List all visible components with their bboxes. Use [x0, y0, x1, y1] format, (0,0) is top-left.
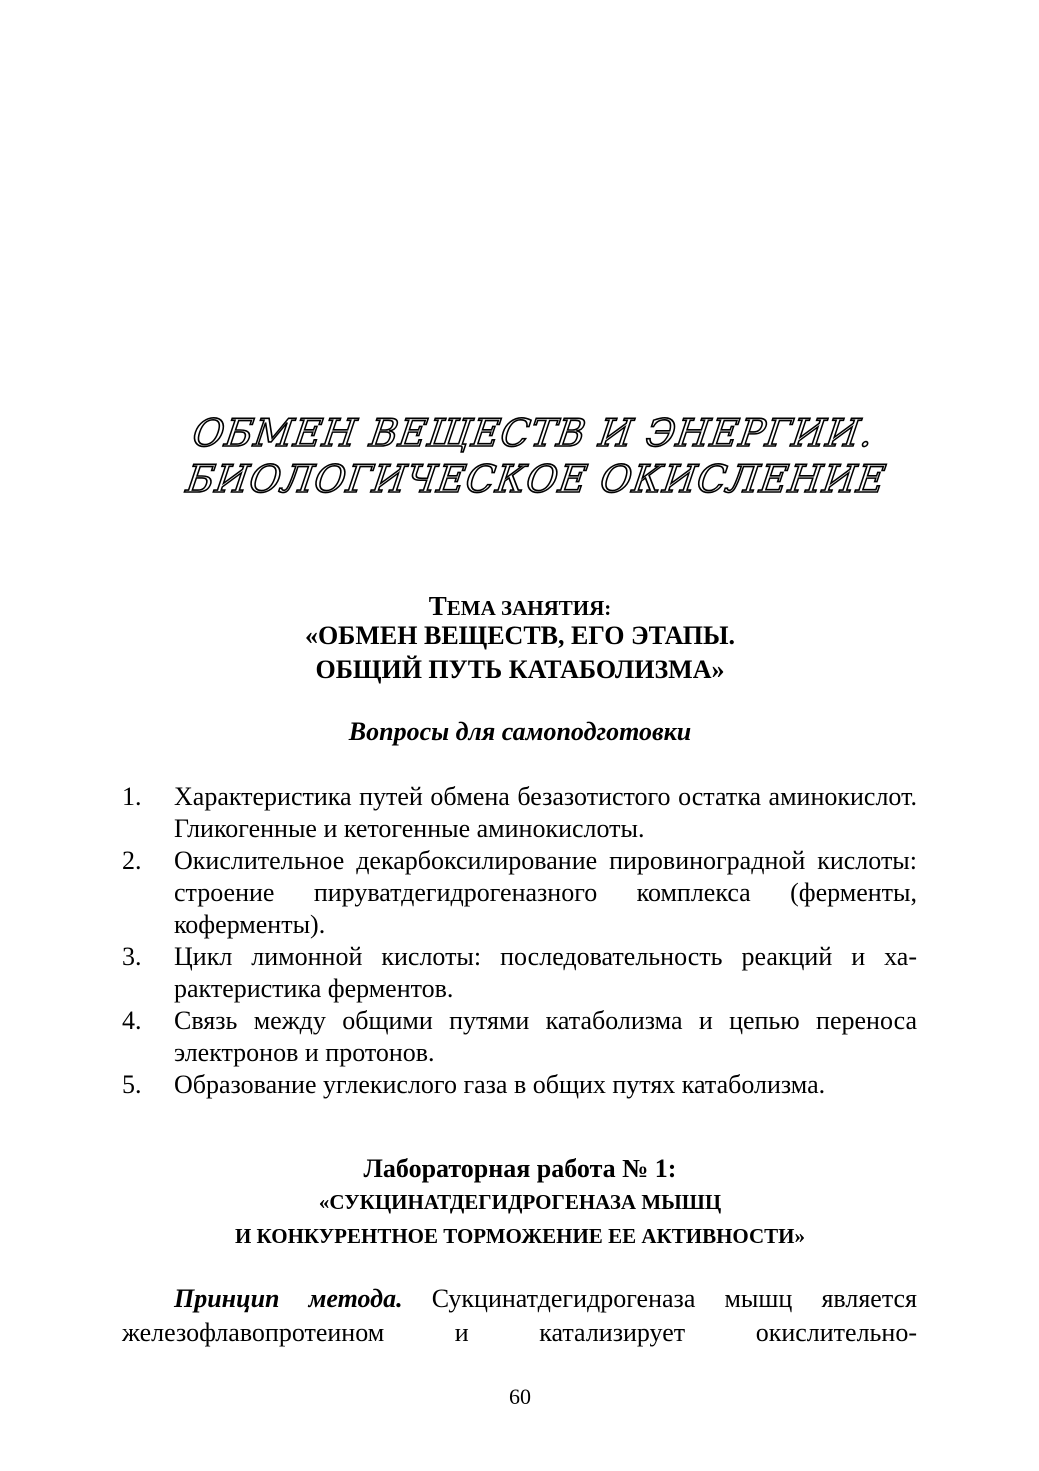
list-item-text: Цикл лимонной кислоты: последовательность реакций и характеристика ферментов.: [174, 942, 917, 1003]
lab-subtitle-line-1: «СУКЦИНАТДЕГИДРОГЕНАЗА МЫШЦ: [318, 1190, 722, 1214]
method-principle-lead: Принцип метода.: [174, 1284, 403, 1313]
list-item: [122, 845, 917, 941]
questions-list: [122, 781, 917, 1101]
lab-subtitle: [120, 1185, 920, 1253]
list-item-number: 1.: [122, 782, 142, 811]
list-item-text: Связь между общими путями катаболизма и цепью переноса электронов и протонов.: [174, 1006, 917, 1067]
list-item-text: Окислительное декарбоксилирование пировиноградной кислоты: строение пируватдегидрогеназного комплекса (ферменты, коферменты).: [174, 846, 917, 939]
method-principle-text: Сукцинатдегидрогеназа мышц является железофлавопротеином и катализирует окислительно-: [122, 1284, 918, 1347]
topic-label: ТЕМА ЗАНЯТИЯ:: [428, 591, 612, 621]
topic-name: [120, 619, 920, 687]
list-item-number: 3.: [122, 942, 142, 971]
list-item-number: 5.: [122, 1070, 142, 1099]
list-item-text: Характеристика путей обмена безазотистого остатка аминокислот. Гликогенные и кетогенные аминокислоты.: [174, 782, 917, 843]
topic-name-line-2: ОБЩИЙ ПУТЬ КАТАБОЛИЗМА»: [315, 655, 725, 684]
page-number: 60: [509, 1384, 531, 1409]
lab-subtitle-line-2: И КОНКУРЕНТНОЕ ТОРМОЖЕНИЕ ЕЕ АКТИВНОСТИ»: [234, 1224, 806, 1248]
list-item: [122, 781, 917, 845]
list-item: [122, 1069, 917, 1101]
list-item-number: 2.: [122, 846, 142, 875]
section-title-decorative: [183, 410, 890, 502]
list-item: [122, 1005, 917, 1069]
list-item-number: 4.: [122, 1006, 142, 1035]
section-title-line-1: ОБМЕН ВЕЩЕСТВ И ЭНЕРГИИ.: [190, 411, 877, 455]
questions-heading: Вопросы для самоподготовки: [348, 717, 692, 746]
list-item: [122, 941, 917, 1005]
section-title-line-2: БИОЛОГИЧЕСКОЕ ОКИСЛЕНИЕ: [183, 457, 890, 501]
topic-name-line-1: «ОБМЕН ВЕЩЕСТВ, ЕГО ЭТАПЫ.: [304, 621, 736, 650]
method-principle-paragraph: [122, 1282, 917, 1350]
list-item-text: Образование углекислого газа в общих путях катаболизма.: [174, 1070, 826, 1099]
lab-heading: Лабораторная работа № 1:: [363, 1154, 677, 1183]
